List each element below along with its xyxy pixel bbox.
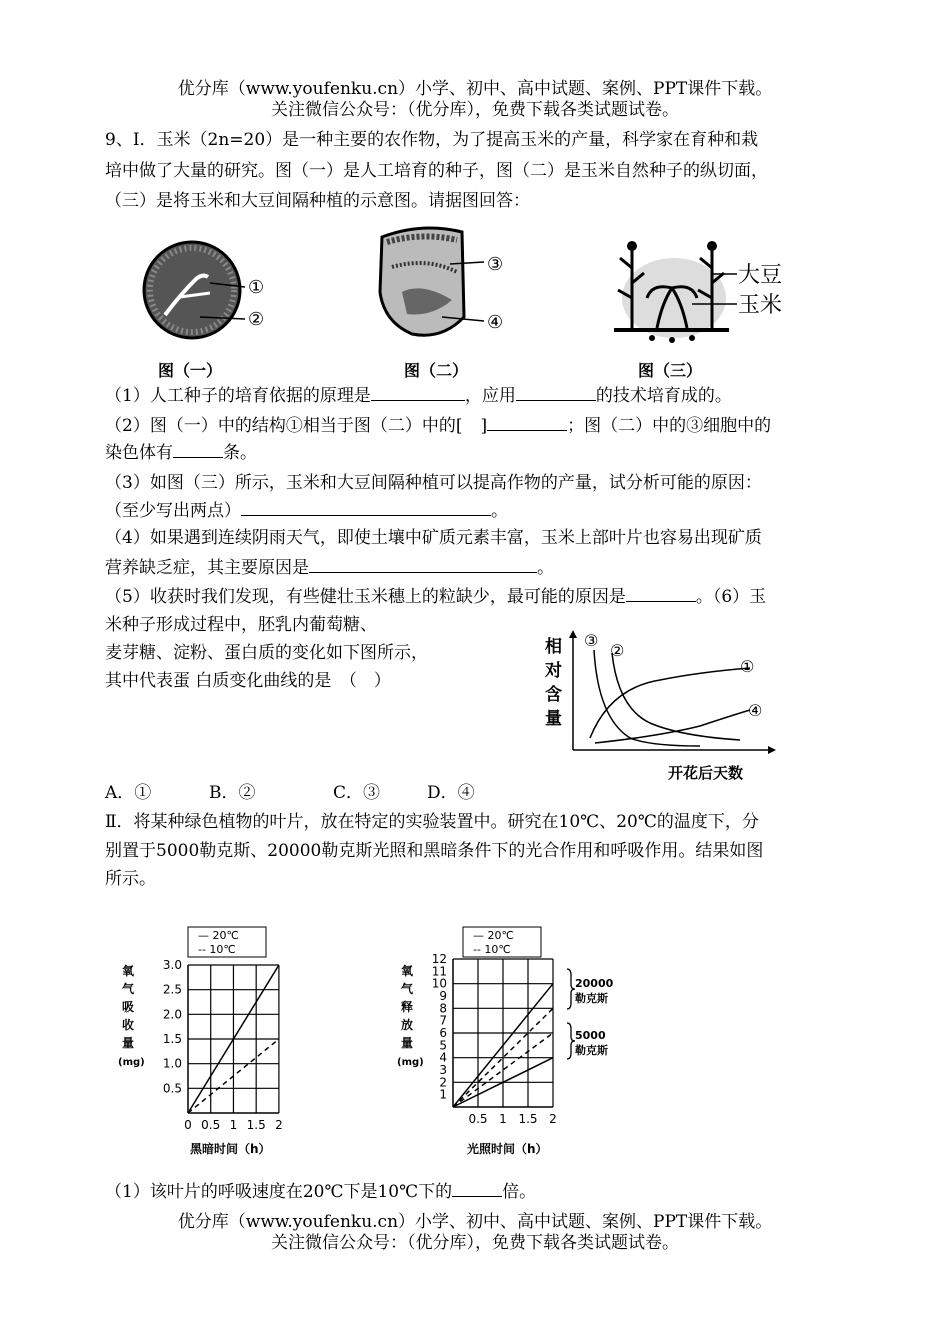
svg-text:(mg): (mg) [118,1057,145,1068]
chart3-ytick-11: 12 [431,952,447,966]
option-d[interactable]: D．④ [427,783,475,803]
chart2-ytick-0: 0.5 [162,1081,182,1096]
chart3-xtick-2: 1.5 [518,1112,538,1126]
curve-4 [595,710,750,743]
intro-line-2: 培中做了大量的研究。图（一）是人工培育的种子，图（二）是玉米自然种子的纵切面， [105,161,768,181]
last-question: （1）该叶片的呼吸速度在20℃下是10℃下的 倍。 [105,1182,537,1202]
svg-text:气: 气 [401,982,414,996]
chart3-ytick-4: 5 [439,1038,447,1053]
option-c[interactable]: C．③ [333,783,381,803]
svg-text:氧: 氧 [401,964,414,978]
chart1-xlabel: 开花后天数 [668,764,744,782]
chart1-ylabel-3: 含 [545,685,562,705]
fig1-caption: 图（一） [158,361,223,380]
chart1-ylabel-1: 相 [545,637,562,657]
chart-light-oxygen-release [395,925,645,1165]
chart2-xlabel: 黑暗时间（h） [190,1142,271,1156]
q4-line-2: 营养缺乏症，其主要原因是 。 [105,558,554,578]
chart3-ann-1: 20000 [575,977,614,990]
chart1-label-2: ② [610,641,625,660]
chart1-ylabel-4: 量 [545,709,562,729]
q5-blank[interactable] [626,585,696,602]
option-b[interactable]: B．② [209,783,256,803]
chart2-legend-20: — 20℃ [198,929,239,942]
q6-line-3: 其中代表蛋 白质变化曲线的是 （ ） [105,671,391,691]
svg-text:量: 量 [401,1036,414,1050]
fig2-marker-3: ③ [487,254,504,275]
last-blank[interactable] [452,1180,502,1197]
fig3-label-soybean: 大豆 [738,263,783,288]
q1-line: （1）人工种子的培育依据的原理是 ，应用 的技术培育成的。 [105,386,732,406]
q1-blank-1[interactable] [371,384,465,401]
q4-line-1: （4）如果遇到连续阴雨天气，即使土壤中矿质元素丰富，玉米上部叶片也容易出现矿质 [105,528,762,548]
fig3-caption: 图（三） [638,361,703,380]
chart3-brace-20000 [567,969,575,1009]
chart3-legend-10: -- 10℃ [473,943,511,956]
chart3-legend-20: — 20℃ [473,929,514,942]
intro-line-1: 9、Ⅰ．玉米（2n=20）是一种主要的农作物，为了提高玉米的产量，科学家在育种和栽 [105,130,759,150]
chart1-label-3: ③ [584,631,599,650]
chart3-ytick-7: 8 [439,1001,447,1016]
q3-line-1: （3）如图（三）所示，玉米和大豆间隔种植可以提高作物的产量，试分析可能的原因： [105,473,762,493]
part2-line-2: 别置于5000勒克斯、20000勒克斯光照和黑暗条件下的光合作用和呼吸作用。结果如图 [105,841,764,861]
chart3-ytick-3: 4 [439,1050,447,1065]
chart2-ytick-4: 2.5 [162,982,182,997]
q3-blank[interactable] [241,499,491,516]
chart3-xtick-3: 2 [549,1112,557,1126]
chart3-brace-5000 [567,1023,575,1059]
fig1-marker-2: ② [248,309,265,330]
footer-line-1: 优分库（www.youfenku.cn）小学、初中、高中试题、案例、PPT课件下载。 [177,1212,773,1232]
chart1-label-4: ④ [748,701,763,720]
chart3-ytick-2: 3 [439,1063,447,1077]
svg-text:吸: 吸 [122,1000,135,1014]
figure-3-intercropping [612,228,812,348]
header-line-1: 优分库（www.youfenku.cn）小学、初中、高中试题、案例、PPT课件下载。 [177,79,773,99]
chart2-xtick-2: 1 [229,1118,238,1132]
q5-line: （5）收获时我们发现，有些健壮玉米穗上的粒缺少，最可能的原因是 。（6）玉 [105,587,767,607]
chart2-legend-10: -- 10℃ [198,943,236,956]
chart3-ytick-10: 11 [431,964,447,979]
chart3-xtick-0: 0.5 [468,1112,488,1126]
chart2-ytick-2: 1.5 [162,1032,182,1046]
chart2-ytick-5: 3.0 [162,958,182,972]
fig2-marker-4: ④ [487,312,504,333]
chart3-ytick-8: 9 [439,989,447,1003]
q2-line-1: （2）图（一）中的结构①相当于图（二）中的[ ] ；图（二）中的③细胞中的 [105,416,772,436]
figure-1-artificial-seed [140,235,280,345]
chart2-ytick-1: 1.0 [162,1056,182,1071]
part2-line-1: Ⅱ．将某种绿色植物的叶片，放在特定的实验装置中。研究在10℃、20℃的温度下，分 [105,812,759,832]
chart3-ytick-6: 7 [439,1013,447,1028]
chart3-ann-2: 勒克斯 [575,992,608,1005]
q2-blank-2[interactable] [173,441,223,458]
intro-line-3: （三）是将玉米和大豆间隔种植的示意图。请据图回答： [105,191,530,211]
chart2-ytick-3: 2.0 [162,1007,182,1022]
chart3-ytick-0: 1 [439,1087,447,1102]
chart1-ylabel-2: 对 [545,661,562,681]
chart-relative-content [540,628,790,788]
chart2-xtick-1: 0.5 [201,1118,221,1132]
fig1-marker-1: ① [248,277,265,298]
q1-blank-2[interactable] [516,384,596,401]
q2-blank-1[interactable] [487,414,567,431]
curve-1 [590,668,750,738]
chart2-xtick-0: 0 [184,1118,192,1132]
chart2-xtick-4: 2 [275,1118,283,1132]
chart3-xtick-1: 1 [499,1112,507,1126]
q6-line-2: 麦芽糖、淀粉、蛋白质的变化如下图所示， [105,643,428,663]
curve-3 [594,650,700,746]
part2-line-3: 所示。 [105,869,156,889]
q6-line-1: 米种子形成过程中，胚乳内葡萄糖、 [105,615,377,635]
chart3-ytick-5: 6 [439,1026,447,1040]
footer-line-2: 关注微信公众号：（优分库），免费下载各类试题试卷。 [271,1233,679,1253]
header-line-2: 关注微信公众号：（优分库），免费下载各类试题试卷。 [271,100,679,120]
chart3-ytick-9: 10 [431,976,447,991]
svg-text:放: 放 [401,1018,414,1032]
curve-2 [612,653,740,740]
chart1-label-1: ① [740,657,755,676]
q2-line-2: 染色体有 条。 [105,443,257,463]
svg-text:(mg): (mg) [397,1057,424,1068]
svg-text:气: 气 [122,982,135,996]
figure-2-seed-section [372,222,522,347]
chart3-ann-3: 5000 [575,1029,606,1042]
chart3-ytick-1: 2 [439,1075,447,1090]
svg-text:量: 量 [122,1036,135,1050]
svg-text:收: 收 [122,1018,135,1032]
q4-blank[interactable] [309,556,537,573]
svg-text:释: 释 [401,1000,414,1014]
svg-text:氧: 氧 [122,964,135,978]
q3-line-2: （至少写出两点） 。 [105,501,508,521]
option-a[interactable]: A．① [105,783,152,803]
chart2-xtick-3: 1.5 [246,1118,266,1132]
chart-dark-oxygen-absorption [118,925,318,1165]
chart3-ann-4: 勒克斯 [575,1044,608,1057]
chart3-xlabel: 光照时间（h） [467,1142,548,1156]
fig2-caption: 图（二） [404,361,469,380]
fig3-label-corn: 玉米 [738,293,783,318]
